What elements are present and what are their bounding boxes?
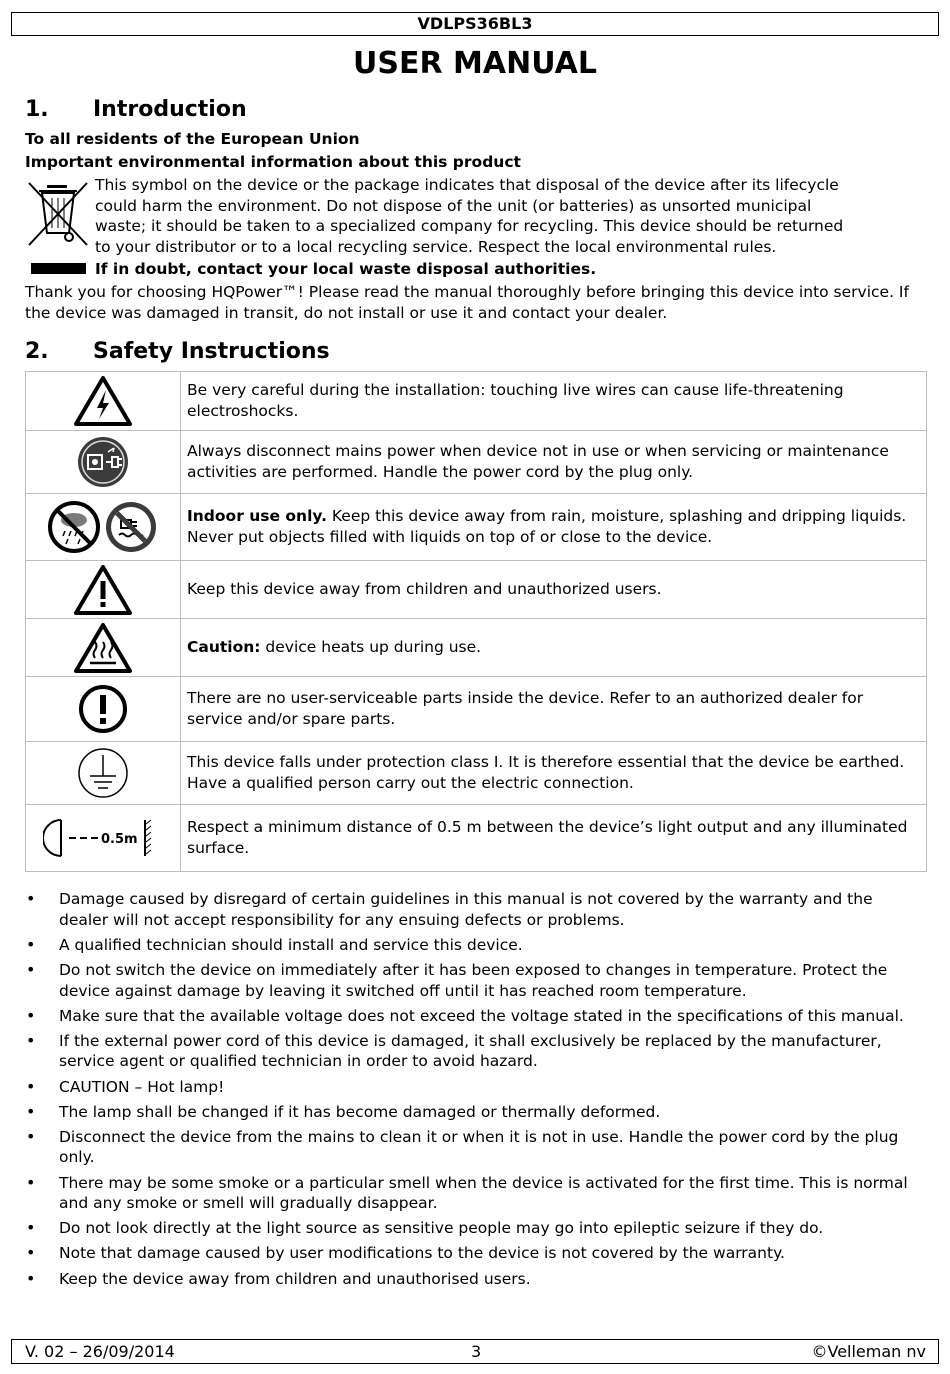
page-title: USER MANUAL [353,46,597,81]
crossed-out-wheelie-bin-icon [27,181,89,247]
list-item: • Note that damage caused by user modifications to the device is not covered by the warranty. [25,1243,925,1264]
no-rain-no-liquids-icon [47,500,159,554]
safety-text: Keep this device away from rain, moisture, splashing and dripping liquids. Never put objects filled with liquids on top of or close to the device. [187,507,907,546]
safety-row [26,372,927,431]
safety-icon-cell [26,494,181,561]
list-item: • Keep the device away from children and unauthorised users. [25,1269,925,1290]
weee-text-line: to your distributor or to a local recycling service. Respect the local environmental rules. [95,237,777,256]
safety-icon-cell [26,431,181,494]
list-item: • There may be some smoke or a particular smell when the device is activated for the first time. This is normal and any smoke or smell will gradually disappear. [25,1173,925,1214]
section-number: 2. [25,339,49,364]
safety-row [26,561,927,619]
safety-text: Keep this device away from children and unauthorized users. [187,580,662,599]
safety-row [26,677,927,742]
exclamation-circle-icon [78,684,128,734]
safety-icon-cell [26,561,181,619]
safety-text-cell [181,431,927,494]
page-footer [11,1339,939,1364]
list-item: • Disconnect the device from the mains to clean it or when it is not in use. Handle the power cord by the plug only. [25,1127,925,1168]
list-item: • Do not look directly at the light source as sensitive people may go into epileptic seizure if they do. [25,1218,925,1239]
safety-icon-cell [26,677,181,742]
list-item: • Damage caused by disregard of certain guidelines in this manual is not covered by the warranty and the dealer will not accept responsibility for any ensuing defects or problems. [25,889,925,930]
safety-text: This device falls under protection class I. It is therefore essential that the device be earthed. Have a qualified person carry out the electric connection. [187,753,905,792]
weee-text-line: could harm the environment. Do not dispose of the unit (or batteries) as unsorted municipal [95,196,812,215]
list-item: • A qualified technician should install and service this device. [25,935,925,956]
safety-text-cell [181,372,927,431]
safety-instructions-table [25,371,927,872]
safety-row [26,619,927,677]
eu-residents-subheading: To all residents of the European Union [25,130,360,148]
copyright: ©Velleman nv [811,1342,926,1361]
safety-row [26,431,927,494]
safety-icon-cell [26,742,181,805]
weee-text-line: This symbol on the device or the package indicates that disposal of the device after its lifecycle [95,176,839,194]
section-title: Introduction [93,97,247,122]
hot-surface-icon [73,622,133,674]
section-number: 1. [25,97,49,122]
list-item: • If the external power cord of this device is damaged, it shall exclusively be replaced by the manufacturer, service agent or qualified technician in order to avoid hazard. [25,1031,925,1072]
safety-text: There are no user-serviceable parts inside the device. Refer to an authorized dealer for service and/or spare parts. [187,689,864,728]
version-date: V. 02 – 26/09/2014 [25,1342,175,1361]
safety-text-cell [181,561,927,619]
safety-icon-cell [26,805,181,872]
safety-icon-cell [26,619,181,677]
list-item: • CAUTION – Hot lamp! [25,1077,925,1098]
safety-text-cell [181,619,927,677]
section-title: Safety Instructions [93,339,330,364]
distance-label: 0.5m [101,832,138,847]
weee-text-line: waste; it should be taken to a specialized company for recycling. This device should be returned [95,217,844,235]
document-header-model: VDLPS36BL3 [11,12,939,36]
list-item: • The lamp shall be changed if it has become damaged or thermally deformed. [25,1102,925,1123]
safety-bullet-list [25,889,925,1294]
safety-emphasis: Caution: [187,638,261,657]
safety-text: device heats up during use. [260,638,482,657]
safety-text-cell [181,494,927,561]
section-heading-safety [25,338,330,366]
list-item: • Do not switch the device on immediately after it has been exposed to changes in temperature. Protect the device against damage by leaving it switched off until it has reached room temperature. [25,960,925,1001]
safety-row [26,742,927,805]
safety-row [26,805,927,872]
environment-subheading: Important environmental information about this product [25,153,521,171]
safety-text: Always disconnect mains power when device not in use or when servicing or maintenance activities are performed. Handle the power cord by the plug only. [187,442,889,481]
thank-you-paragraph: Thank you for choosing HQPower™! Please read the manual thoroughly before bringing this device into service. If the device was damaged in transit, do not install or use it and contact your dealer. [25,283,909,322]
page-number: 3 [471,1342,482,1361]
waste-disposal-notice: If in doubt, contact your local waste disposal authorities. [95,260,597,278]
safety-icon-cell [26,372,181,431]
list-item: • Make sure that the available voltage does not exceed the voltage stated in the specifications of this manual. [25,1006,925,1027]
safety-text: Be very careful during the installation: touching live wires can cause life-threatening electroshocks. [187,381,844,420]
disconnect-mains-icon [76,435,130,489]
minimum-distance-icon [43,816,163,860]
safety-text-cell [181,805,927,872]
black-bar-marker [31,263,86,274]
safety-text-cell [181,742,927,805]
safety-text-cell [181,677,927,742]
section-heading-introduction [25,96,247,124]
protective-earth-icon [76,746,130,800]
safety-text: Respect a minimum distance of 0.5 m between the device’s light output and any illuminated surface. [187,818,908,857]
safety-emphasis: Indoor use only. [187,507,327,526]
general-warning-icon [73,564,133,616]
electric-shock-warning-icon [73,375,133,427]
safety-row [26,494,927,561]
